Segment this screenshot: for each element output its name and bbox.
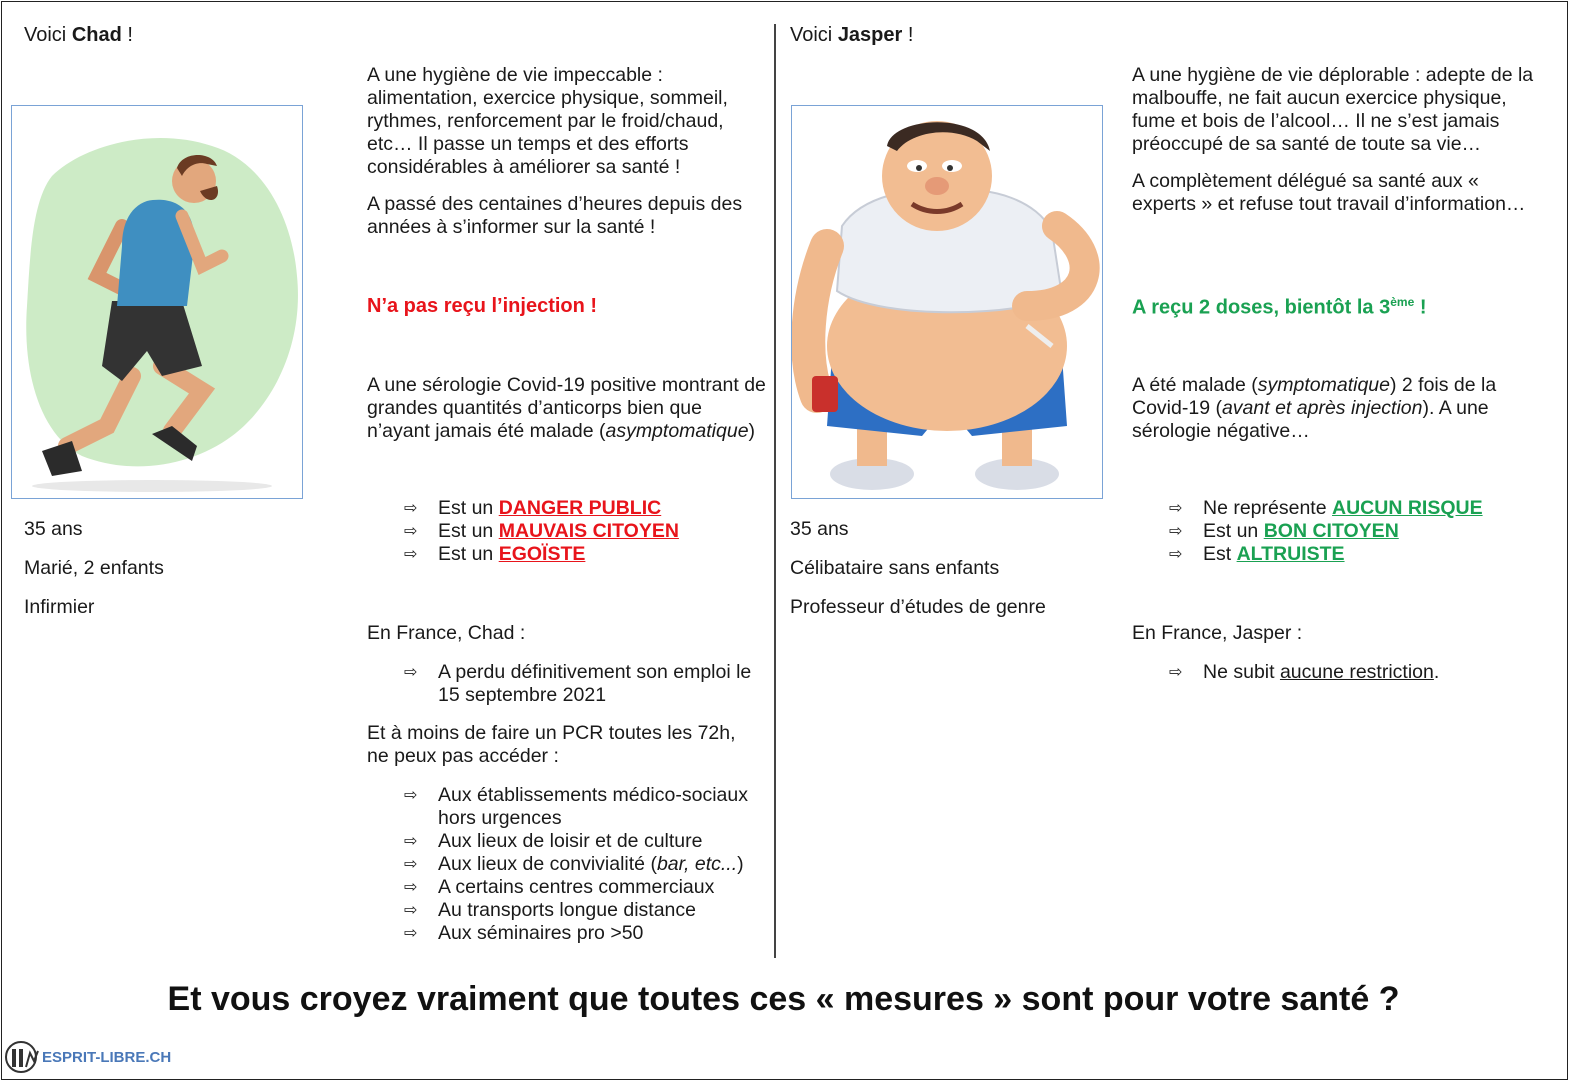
list-item: ⇨ Aux lieux de loisir et de culture [404, 830, 703, 852]
chad-france-intro: En France, Chad : [367, 622, 526, 644]
jasper-labels [1132, 497, 1552, 566]
arrow-icon: ⇨ [1169, 546, 1183, 563]
jasper-france-intro: En France, Jasper : [1132, 622, 1303, 644]
list-item: ⇨ Aux séminaires pro >50 [404, 922, 644, 944]
list-item: ⇨ Est un DANGER PUBLIC [404, 497, 662, 519]
jasper-family: Célibataire sans enfants [790, 557, 1000, 579]
chad-name: Chad [71, 24, 122, 46]
arrow-icon: ⇨ [404, 879, 418, 896]
chad-labels [367, 497, 787, 566]
arrow-icon: ⇨ [1169, 664, 1183, 681]
list-item: ⇨ Aux lieux de convivialité (bar, etc...) [404, 853, 744, 875]
fat-man-illustration [791, 105, 1103, 499]
jasper-france-list [1132, 661, 1532, 684]
chad-para2: A passé des centaines d’heures depuis des années à s’informer sur la santé ! [367, 193, 743, 238]
list-item: ⇨ Est ALTRUISTE [1169, 543, 1345, 565]
jasper-para2: A complètement délégué sa santé aux « experts » et refuse tout travail d’information… [1132, 170, 1526, 215]
chad-para1: A une hygiène de vie impeccable : alimentation, exercice physique, sommeil, rythmes, renforcement par le froid/chaud, etc… Il passe un temps et des efforts considérables à améliorer sa santé ! [367, 64, 728, 178]
chad-age: 35 ans [24, 518, 83, 540]
chad-status: N’a pas reçu l’injection ! [367, 295, 598, 317]
list-item: ⇨ A certains centres commerciaux [404, 876, 715, 898]
closing-question: Et vous croyez vraiment que toutes ces « mesures » sont pour votre santé ? [167, 980, 1400, 1018]
list-item: ⇨ Ne représente AUCUN RISQUE [1169, 497, 1483, 519]
jasper-serology: A été malade (symptomatique) 2 fois de la Covid-19 (avant et après injection). A une sérologie négative… [1132, 374, 1497, 442]
arrow-icon: ⇨ [404, 787, 418, 804]
danger-label: MAUVAIS CITOYEN [498, 520, 679, 542]
arrow-icon: ⇨ [404, 546, 418, 563]
arrow-icon: ⇨ [404, 833, 418, 850]
arrow-icon: ⇨ [1169, 500, 1183, 517]
good-label: ALTRUISTE [1236, 543, 1345, 565]
list-item: ⇨ Ne subit aucune restriction. [1169, 661, 1440, 683]
list-item: ⇨ Est un EGOÏSTE [404, 543, 586, 565]
runner-illustration [11, 105, 303, 499]
jasper-job: Professeur d’études de genre [790, 596, 1046, 618]
jasper-name: Jasper [837, 24, 903, 46]
list-item: ⇨ A perdu définitivement son emploi le 15 septembre 2021 [404, 661, 752, 706]
arrow-icon: ⇨ [404, 902, 418, 919]
list-item: ⇨ Au transports longue distance [404, 899, 696, 921]
good-label: AUCUN RISQUE [1332, 497, 1483, 519]
list-item: ⇨ Aux établissements médico-sociaux hors urgences [404, 784, 748, 829]
arrow-icon: ⇨ [404, 925, 418, 942]
danger-label: DANGER PUBLIC [498, 497, 662, 519]
site-logo [4, 1040, 171, 1074]
chad-serology: A une sérologie Covid-19 positive montrant de grandes quantités d’anticorps bien que n’ayant jamais été malade (asymptomatique) [367, 374, 766, 442]
esprit-libre-logo-icon [4, 1039, 40, 1075]
chad-france-list [367, 661, 767, 707]
good-label: BON CITOYEN [1263, 520, 1399, 542]
chad-family: Marié, 2 enfants [24, 557, 164, 579]
column-divider [774, 24, 776, 958]
arrow-icon: ⇨ [404, 523, 418, 540]
chad-job: Infirmier [24, 596, 95, 618]
arrow-icon: ⇨ [404, 500, 418, 517]
arrow-icon: ⇨ [1169, 523, 1183, 540]
jasper-age: 35 ans [790, 518, 849, 540]
chad-restrictions [367, 784, 767, 945]
left-title: Voici Chad ! [24, 24, 133, 46]
right-title: Voici Jasper ! [790, 24, 914, 46]
chad-pcr-text: Et à moins de faire un PCR toutes les 72h, ne peux pas accéder : [367, 722, 736, 767]
danger-label: EGOÏSTE [498, 543, 586, 565]
list-item: ⇨ Est un MAUVAIS CITOYEN [404, 520, 679, 542]
jasper-status: A reçu 2 doses, bientôt la 3ème ! [1132, 295, 1427, 319]
arrow-icon: ⇨ [404, 664, 418, 681]
jasper-para1: A une hygiène de vie déplorable : adepte de la malbouffe, ne fait aucun exercice physique, fume et bois de l’alcool… Il ne s’est jamais préoccupé de sa santé de toute sa vie… [1132, 64, 1534, 155]
arrow-icon: ⇨ [404, 856, 418, 873]
list-item: ⇨ Est un BON CITOYEN [1169, 520, 1399, 542]
logo-text: ESPRIT-LIBRE.CH [42, 1048, 172, 1066]
